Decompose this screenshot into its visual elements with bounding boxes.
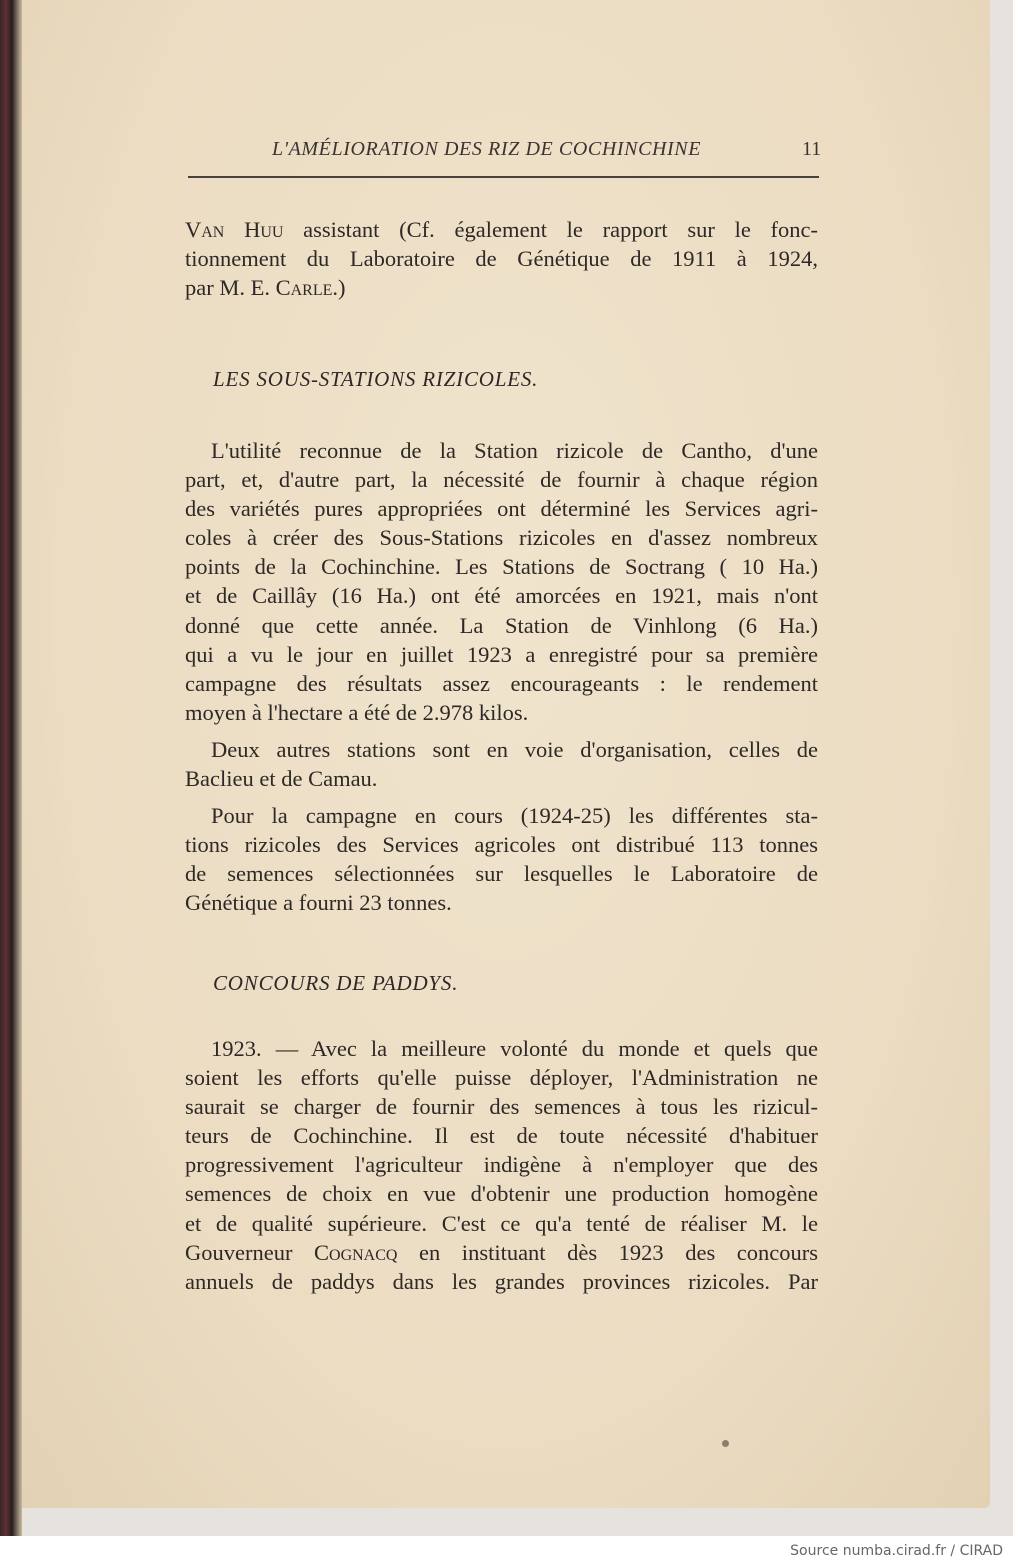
text-line: part, et, d'autre part, la nécessité de fournir à chaque région bbox=[185, 467, 818, 493]
paragraph-intro bbox=[185, 215, 818, 302]
page-number: 11 bbox=[802, 138, 822, 160]
text-line: Deux autres stations sont en voie d'organisation, celles de bbox=[211, 737, 818, 762]
text-line: annuels de paddys dans les grandes provinces rizicoles. Par bbox=[185, 1268, 818, 1294]
text-fragment: en instituant dès 1923 des concours bbox=[397, 1239, 818, 1265]
text-line: coles à créer des Sous-Stations rizicoles en d'assez nombreux bbox=[185, 525, 818, 551]
text-line bbox=[185, 273, 818, 302]
name-smallcaps: Carle bbox=[275, 275, 333, 301]
text-line: Génétique a fourni 23 tonnes. bbox=[185, 890, 452, 916]
text-line bbox=[185, 1238, 818, 1267]
paragraph-autres-stations bbox=[185, 735, 818, 793]
name-smallcaps: Cognacq bbox=[314, 1239, 398, 1265]
text-fragment: .) bbox=[332, 275, 346, 301]
name-smallcaps: Van Huu bbox=[185, 217, 284, 242]
text-line: des variétés pures appropriées ont déterminé les Services agri- bbox=[185, 496, 818, 522]
header-rule bbox=[188, 176, 819, 178]
text-line: Pour la campagne en cours (1924-25) les différentes sta- bbox=[211, 803, 818, 828]
paragraph-concours bbox=[185, 1034, 818, 1296]
text-line: moyen à l'hectare a été de 2.978 kilos. bbox=[185, 699, 529, 725]
text-line: semences de choix en vue d'obtenir une production homogène bbox=[185, 1181, 818, 1207]
text-line: et de qualité supérieure. C'est ce qu'a tenté de réaliser M. le bbox=[185, 1210, 818, 1236]
text-line: qui a vu le jour en juillet 1923 a enregistré pour sa première bbox=[185, 641, 818, 667]
text-line: 1923. — Avec la meilleure volonté du monde et quels que bbox=[211, 1036, 818, 1061]
section-heading-sous-stations: LES SOUS-STATIONS RIZICOLES. bbox=[213, 367, 539, 391]
text-line: L'utilité reconnue de la Station rizicole de Cantho, d'une bbox=[211, 438, 818, 463]
text-line: de semences sélectionnées sur lesquelles le Laboratoire de bbox=[185, 861, 818, 887]
section-heading-concours: CONCOURS DE PADDYS. bbox=[213, 971, 459, 995]
text-line: saurait se charger de fournir des semences à tous les rizicul- bbox=[185, 1094, 818, 1120]
paragraph-lines bbox=[185, 1034, 818, 1238]
text-line: Baclieu et de Camau. bbox=[185, 766, 378, 792]
text-fragment: assistant (Cf. également le rapport sur le fonc- bbox=[283, 217, 819, 242]
text-line: teurs de Cochinchine. Il est de toute nécessité d'habituer bbox=[185, 1123, 818, 1149]
text-fragment: Gouverneur bbox=[185, 1239, 315, 1265]
text-line: campagne des résultats assez encourageants : le rendement bbox=[185, 670, 818, 696]
text-line: soient les efforts qu'elle puisse déployer, l'Administration ne bbox=[185, 1065, 818, 1091]
text-line: et de Caillây (16 Ha.) ont été amorcées en 1921, mais n'ont bbox=[185, 583, 818, 609]
text-line: donné que cette année. La Station de Vinhlong (6 Ha.) bbox=[185, 612, 818, 638]
paragraph-campagne bbox=[185, 801, 818, 917]
text-line: progressivement l'agriculteur indigène à n'employer que des bbox=[185, 1152, 818, 1178]
paper-spot bbox=[722, 1440, 729, 1447]
text-line: tions rizicoles des Services agricoles ont distribué 113 tonnes bbox=[185, 832, 818, 858]
source-credit: Source numba.cirad.fr / CIRAD bbox=[790, 1543, 1003, 1559]
text-line bbox=[185, 215, 818, 244]
text-line: points de la Cochinchine. Les Stations de Soctrang ( 10 Ha.) bbox=[185, 554, 818, 580]
text-line: tionnement du Laboratoire de Génétique de 1911 à 1924, bbox=[185, 246, 818, 272]
running-head: L'AMÉLIORATION DES RIZ DE COCHINCHINE bbox=[272, 138, 702, 160]
book-binding-edge bbox=[0, 0, 22, 1536]
text-fragment: par M. E. bbox=[185, 275, 276, 301]
paragraph-sous-stations bbox=[185, 436, 818, 727]
